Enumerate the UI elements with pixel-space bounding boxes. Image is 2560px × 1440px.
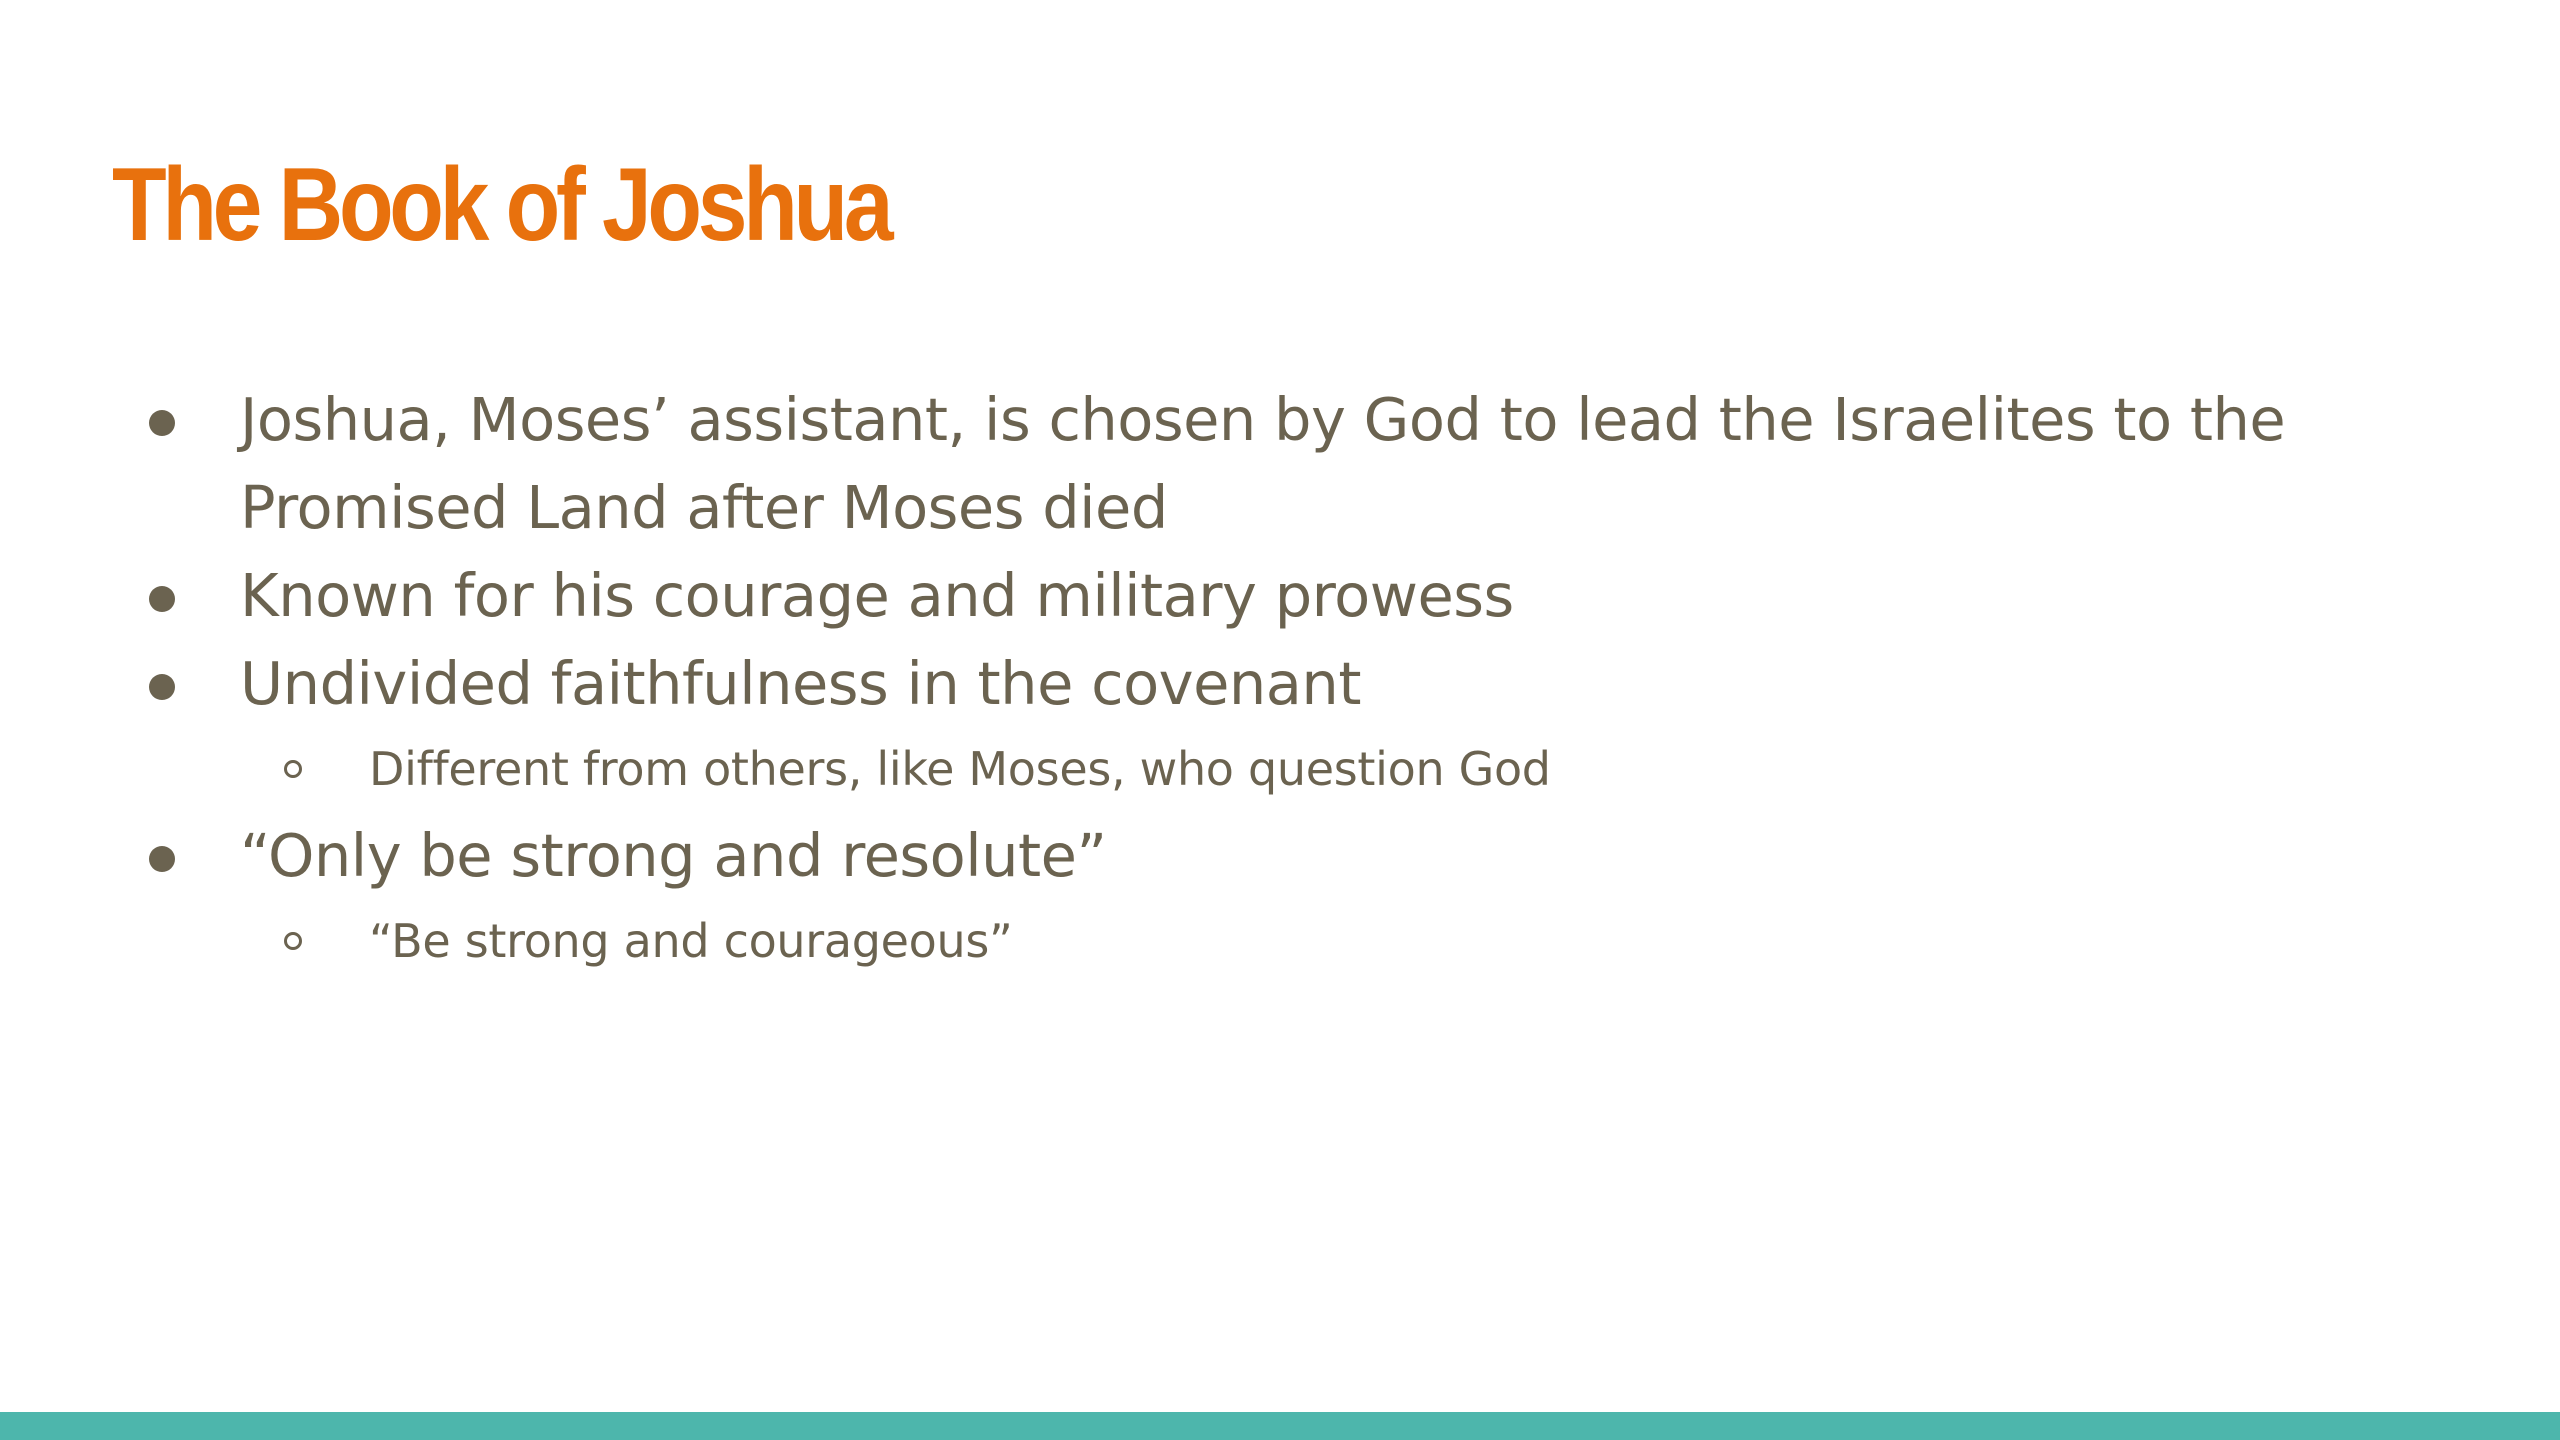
bullet-item	[0, 812, 2440, 900]
filled-circle-bullet-icon	[149, 410, 175, 436]
hollow-circle-bullet-icon	[284, 932, 302, 950]
filled-circle-bullet-icon	[149, 674, 175, 700]
bullet-text: Undivided faithfulness in the covenant	[240, 649, 1361, 718]
bottom-accent-bar	[0, 1412, 2560, 1440]
sub-bullet-text: Different from others, like Moses, who question God	[369, 742, 1551, 796]
bullet-list	[0, 376, 2440, 984]
sub-bullet-item	[0, 906, 2440, 976]
slide-title: The Book of Joshua	[112, 147, 890, 263]
filled-circle-bullet-icon	[149, 586, 175, 612]
bullet-text: Known for his courage and military prowess	[240, 561, 1514, 630]
filled-circle-bullet-icon	[149, 846, 175, 872]
sub-bullet-text: “Be strong and courageous”	[369, 914, 1013, 968]
bullet-item	[0, 640, 2440, 728]
bullet-item	[0, 376, 2440, 552]
sub-bullet-item	[0, 734, 2440, 804]
bullet-text: “Only be strong and resolute”	[240, 821, 1107, 890]
bullet-item	[0, 552, 2440, 640]
hollow-circle-bullet-icon	[284, 760, 302, 778]
bullet-text: Joshua, Moses’ assistant, is chosen by God to lead the Israelites to the Promised Land after Moses died	[240, 385, 2286, 542]
